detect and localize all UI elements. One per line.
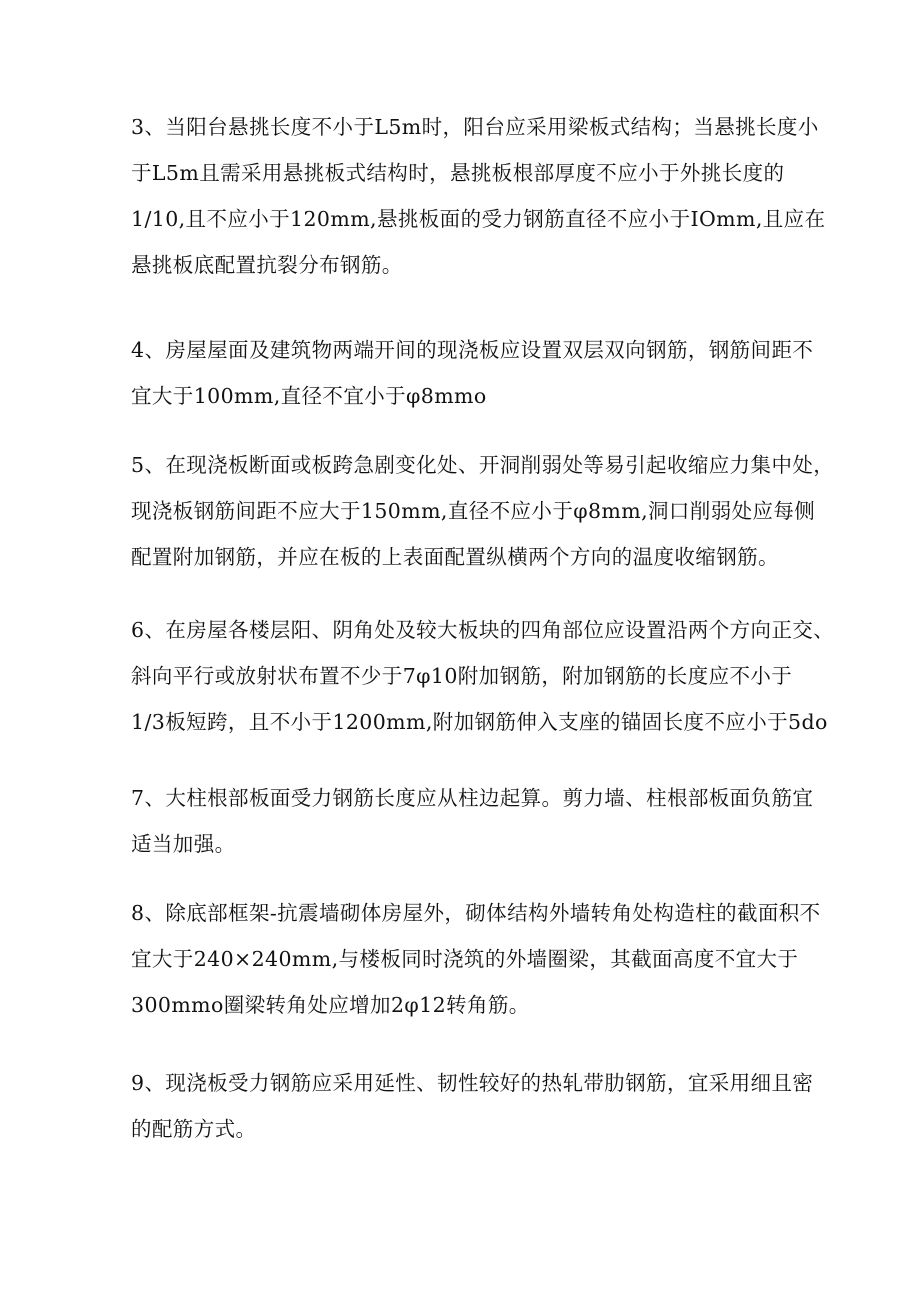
text-line: 300mmo圈梁转角处应增加2φ12转角筋。 (131, 993, 530, 1017)
text-line: 3、当阳台悬挑长度不小于L5m时，阳台应采用梁板式结构；当悬挑长度小 (131, 115, 819, 139)
paragraph-8 (131, 890, 821, 1028)
text-line: 6、在房屋各楼层阳、阴角处及较大板块的四角部位应设置沿两个方向正交、 (131, 618, 835, 642)
text-line: 8、除底部框架-抗震墙砌体房屋外，砌体结构外墙转角处构造柱的截面积不 (131, 901, 821, 925)
text-line: 5、在现浇板断面或板跨急剧变化处、开洞削弱处等易引起收缩应力集中处， (131, 453, 835, 477)
text-line: 斜向平行或放射状布置不少于7φ10附加钢筋，附加钢筋的长度应不小于 (131, 664, 793, 688)
paragraph-4 (131, 327, 814, 419)
text-line: 的配筋方式。 (131, 1117, 257, 1141)
paragraph-9 (131, 1060, 814, 1152)
text-line: 现浇板钢筋间距不应大于150mm,直径不应小于φ8mm,洞口削弱处应每侧 (131, 499, 816, 523)
text-line: 宜大于100mm,直径不宜小于φ8mmo (131, 384, 487, 408)
text-line: 7、大柱根部板面受力钢筋长度应从柱边起算。剪力墙、柱根部板面负筋宜 (131, 786, 814, 810)
text-line: 于L5m且需采用悬挑板式结构时，悬挑板根部厚度不应小于外挑长度的 (131, 161, 785, 185)
paragraph-5 (131, 442, 835, 580)
text-line: 1/3板短跨，且不小于1200mm,附加钢筋伸入支座的锚固长度不应小于5do (131, 710, 828, 734)
text-line: 9、现浇板受力钢筋应采用延性、韧性较好的热轧带肋钢筋，宜采用细且密 (131, 1071, 814, 1095)
text-line: 悬挑板底配置抗裂分布钢筋。 (131, 253, 403, 277)
paragraph-3 (131, 104, 826, 288)
text-line: 宜大于240×240mm,与楼板同时浇筑的外墙圈梁，其截面高度不宜大于 (131, 947, 799, 971)
paragraph-6 (131, 607, 835, 745)
text-line: 适当加强。 (131, 832, 236, 856)
text-line: 4、房屋屋面及建筑物两端开间的现浇板应设置双层双向钢筋，钢筋间距不 (131, 338, 814, 362)
text-line: 1/10,且不应小于120mm,悬挑板面的受力钢筋直径不应小于IOmm,且应在 (131, 207, 826, 231)
paragraph-7 (131, 775, 814, 867)
text-line: 配置附加钢筋，并应在板的上表面配置纵横两个方向的温度收缩钢筋。 (131, 545, 779, 569)
